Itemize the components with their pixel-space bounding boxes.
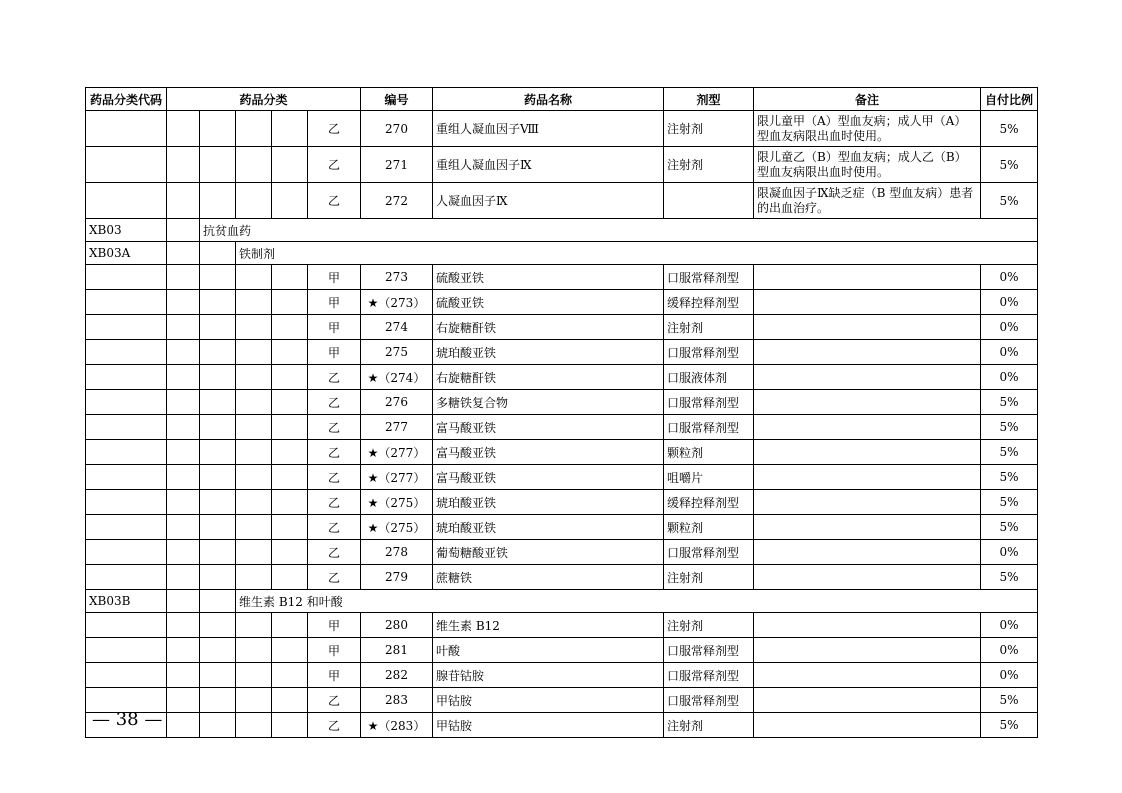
cell-level-2 xyxy=(200,111,236,147)
cell-level-2 xyxy=(200,415,236,440)
cell-grade: 乙 xyxy=(308,688,361,713)
cell-copay-ratio: 5% xyxy=(981,183,1038,219)
cell-drug-name: 维生素 B12 xyxy=(433,613,664,638)
cell-remarks xyxy=(754,540,981,565)
cell-grade: 乙 xyxy=(308,147,361,183)
cell-code xyxy=(86,565,167,590)
cell-level-1 xyxy=(167,713,200,738)
cell-remarks xyxy=(754,713,981,738)
cell-copay-ratio: 0% xyxy=(981,265,1038,290)
cell-grade: 乙 xyxy=(308,183,361,219)
cell-drug-name: 人凝血因子Ⅸ xyxy=(433,183,664,219)
cell-number: 274 xyxy=(361,315,433,340)
cell-dosage-form: 口服液体剂 xyxy=(664,365,754,390)
cell-level-3 xyxy=(236,340,272,365)
cell-drug-name: 蔗糖铁 xyxy=(433,565,664,590)
cell-grade: 甲 xyxy=(308,315,361,340)
cell-drug-name: 甲钴胺 xyxy=(433,713,664,738)
cell-level-4 xyxy=(272,515,308,540)
cell-grade: 乙 xyxy=(308,713,361,738)
cell-grade: 乙 xyxy=(308,565,361,590)
cell-remarks xyxy=(754,265,981,290)
category-code: XB03 xyxy=(86,219,167,242)
cell-level-empty xyxy=(167,590,200,613)
table-row xyxy=(86,638,1038,663)
cell-remarks xyxy=(754,638,981,663)
table-row xyxy=(86,390,1038,415)
cell-copay-ratio: 5% xyxy=(981,565,1038,590)
cell-level-3 xyxy=(236,638,272,663)
cell-code xyxy=(86,365,167,390)
cell-dosage-form: 注射剂 xyxy=(664,565,754,590)
cell-number: ★（275） xyxy=(361,490,433,515)
table-row xyxy=(86,365,1038,390)
cell-dosage-form: 口服常释剂型 xyxy=(664,663,754,688)
cell-level-2 xyxy=(200,515,236,540)
cell-number: 273 xyxy=(361,265,433,290)
cell-code xyxy=(86,390,167,415)
cell-remarks xyxy=(754,440,981,465)
category-code: XB03A xyxy=(86,242,167,265)
cell-level-3 xyxy=(236,290,272,315)
cell-level-3 xyxy=(236,265,272,290)
table-row xyxy=(86,490,1038,515)
cell-level-3 xyxy=(236,688,272,713)
table-row xyxy=(86,465,1038,490)
cell-dosage-form: 口服常释剂型 xyxy=(664,688,754,713)
table-row xyxy=(86,688,1038,713)
cell-remarks xyxy=(754,290,981,315)
cell-level-2 xyxy=(200,183,236,219)
cell-drug-name: 硫酸亚铁 xyxy=(433,265,664,290)
cell-code xyxy=(86,415,167,440)
cell-level-1 xyxy=(167,688,200,713)
cell-copay-ratio: 5% xyxy=(981,147,1038,183)
cell-grade: 甲 xyxy=(308,663,361,688)
cell-code xyxy=(86,111,167,147)
cell-grade: 乙 xyxy=(308,365,361,390)
cell-number: 277 xyxy=(361,415,433,440)
cell-drug-name: 琥珀酸亚铁 xyxy=(433,515,664,540)
cell-grade: 乙 xyxy=(308,465,361,490)
cell-level-1 xyxy=(167,465,200,490)
cell-dosage-form: 口服常释剂型 xyxy=(664,540,754,565)
cell-grade: 甲 xyxy=(308,638,361,663)
category-row xyxy=(86,219,1038,242)
cell-level-1 xyxy=(167,540,200,565)
cell-level-2 xyxy=(200,147,236,183)
cell-grade: 乙 xyxy=(308,440,361,465)
cell-level-4 xyxy=(272,340,308,365)
cell-level-3 xyxy=(236,315,272,340)
cell-grade: 甲 xyxy=(308,613,361,638)
table-row xyxy=(86,183,1038,219)
cell-copay-ratio: 0% xyxy=(981,365,1038,390)
cell-level-4 xyxy=(272,290,308,315)
cell-remarks xyxy=(754,340,981,365)
cell-drug-name: 右旋糖酐铁 xyxy=(433,365,664,390)
cell-dosage-form: 口服常释剂型 xyxy=(664,638,754,663)
cell-number: 272 xyxy=(361,183,433,219)
cell-number: 276 xyxy=(361,390,433,415)
cell-level-1 xyxy=(167,638,200,663)
cell-remarks xyxy=(754,613,981,638)
cell-copay-ratio: 5% xyxy=(981,415,1038,440)
cell-level-4 xyxy=(272,490,308,515)
cell-copay-ratio: 0% xyxy=(981,290,1038,315)
cell-level-4 xyxy=(272,265,308,290)
cell-remarks xyxy=(754,565,981,590)
cell-dosage-form: 注射剂 xyxy=(664,147,754,183)
cell-remarks xyxy=(754,688,981,713)
cell-level-1 xyxy=(167,183,200,219)
cell-grade: 乙 xyxy=(308,515,361,540)
cell-level-1 xyxy=(167,415,200,440)
cell-level-1 xyxy=(167,265,200,290)
header-copay-ratio: 自付比例 xyxy=(981,88,1038,111)
cell-level-3 xyxy=(236,390,272,415)
cell-level-2 xyxy=(200,663,236,688)
cell-level-empty xyxy=(167,219,200,242)
cell-dosage-form xyxy=(664,183,754,219)
header-remarks: 备注 xyxy=(754,88,981,111)
cell-level-2 xyxy=(200,340,236,365)
cell-dosage-form: 缓释控释剂型 xyxy=(664,290,754,315)
cell-number: 281 xyxy=(361,638,433,663)
cell-level-2 xyxy=(200,440,236,465)
cell-copay-ratio: 5% xyxy=(981,490,1038,515)
table-row xyxy=(86,540,1038,565)
cell-level-1 xyxy=(167,290,200,315)
cell-code xyxy=(86,183,167,219)
cell-code xyxy=(86,515,167,540)
cell-level-4 xyxy=(272,613,308,638)
cell-grade: 乙 xyxy=(308,390,361,415)
header-dosage-form: 剂型 xyxy=(664,88,754,111)
cell-number: ★（277） xyxy=(361,440,433,465)
cell-level-1 xyxy=(167,390,200,415)
cell-drug-name: 右旋糖酐铁 xyxy=(433,315,664,340)
cell-dosage-form: 注射剂 xyxy=(664,315,754,340)
category-name: 维生素 B12 和叶酸 xyxy=(236,590,1038,613)
cell-dosage-form: 口服常释剂型 xyxy=(664,415,754,440)
cell-level-empty xyxy=(200,590,236,613)
cell-dosage-form: 口服常释剂型 xyxy=(664,390,754,415)
cell-level-1 xyxy=(167,315,200,340)
table-row xyxy=(86,315,1038,340)
cell-level-2 xyxy=(200,540,236,565)
cell-remarks xyxy=(754,390,981,415)
cell-level-1 xyxy=(167,147,200,183)
cell-copay-ratio: 0% xyxy=(981,613,1038,638)
cell-level-3 xyxy=(236,415,272,440)
cell-remarks xyxy=(754,515,981,540)
cell-level-4 xyxy=(272,315,308,340)
cell-level-3 xyxy=(236,565,272,590)
cell-level-1 xyxy=(167,111,200,147)
table-row xyxy=(86,147,1038,183)
table-row xyxy=(86,111,1038,147)
cell-level-1 xyxy=(167,365,200,390)
cell-level-3 xyxy=(236,111,272,147)
header-drug-name: 药品名称 xyxy=(433,88,664,111)
cell-dosage-form: 咀嚼片 xyxy=(664,465,754,490)
table-row xyxy=(86,515,1038,540)
cell-drug-name: 叶酸 xyxy=(433,638,664,663)
cell-level-4 xyxy=(272,111,308,147)
cell-code xyxy=(86,290,167,315)
cell-grade: 甲 xyxy=(308,265,361,290)
cell-dosage-form: 注射剂 xyxy=(664,613,754,638)
cell-grade: 甲 xyxy=(308,340,361,365)
cell-drug-name: 富马酸亚铁 xyxy=(433,440,664,465)
cell-number: 270 xyxy=(361,111,433,147)
cell-level-4 xyxy=(272,465,308,490)
cell-copay-ratio: 5% xyxy=(981,440,1038,465)
cell-level-4 xyxy=(272,565,308,590)
cell-copay-ratio: 0% xyxy=(981,663,1038,688)
cell-code xyxy=(86,490,167,515)
cell-copay-ratio: 5% xyxy=(981,688,1038,713)
cell-level-4 xyxy=(272,390,308,415)
cell-copay-ratio: 5% xyxy=(981,515,1038,540)
cell-level-4 xyxy=(272,663,308,688)
cell-level-2 xyxy=(200,613,236,638)
cell-level-3 xyxy=(236,365,272,390)
cell-level-3 xyxy=(236,440,272,465)
cell-drug-name: 琥珀酸亚铁 xyxy=(433,490,664,515)
table-row xyxy=(86,415,1038,440)
cell-remarks xyxy=(754,365,981,390)
cell-level-4 xyxy=(272,638,308,663)
table-row xyxy=(86,713,1038,738)
cell-dosage-form: 颗粒剂 xyxy=(664,515,754,540)
cell-remarks: 限儿童乙（B）型血友病；成人乙（B）型血友病限出血时使用。 xyxy=(754,147,981,183)
category-name: 抗贫血药 xyxy=(200,219,1038,242)
cell-code xyxy=(86,315,167,340)
cell-level-2 xyxy=(200,290,236,315)
cell-remarks: 限凝血因子Ⅸ缺乏症（B 型血友病）患者的出血治疗。 xyxy=(754,183,981,219)
table-row xyxy=(86,663,1038,688)
cell-level-empty xyxy=(167,242,200,265)
cell-level-4 xyxy=(272,147,308,183)
table-row xyxy=(86,565,1038,590)
cell-level-4 xyxy=(272,365,308,390)
cell-remarks xyxy=(754,465,981,490)
cell-drug-name: 重组人凝血因子Ⅷ xyxy=(433,111,664,147)
cell-remarks xyxy=(754,490,981,515)
table-row xyxy=(86,340,1038,365)
cell-drug-name: 琥珀酸亚铁 xyxy=(433,340,664,365)
cell-level-3 xyxy=(236,490,272,515)
category-row xyxy=(86,590,1038,613)
cell-level-2 xyxy=(200,390,236,415)
cell-number: ★（277） xyxy=(361,465,433,490)
cell-grade: 乙 xyxy=(308,415,361,440)
cell-level-1 xyxy=(167,515,200,540)
cell-number: 282 xyxy=(361,663,433,688)
table-row xyxy=(86,613,1038,638)
cell-number: ★（275） xyxy=(361,515,433,540)
header-category-code: 药品分类代码 xyxy=(86,88,167,111)
cell-level-empty xyxy=(200,242,236,265)
cell-level-2 xyxy=(200,465,236,490)
cell-copay-ratio: 5% xyxy=(981,111,1038,147)
cell-code xyxy=(86,340,167,365)
cell-level-4 xyxy=(272,415,308,440)
cell-level-3 xyxy=(236,147,272,183)
cell-remarks xyxy=(754,415,981,440)
cell-level-3 xyxy=(236,515,272,540)
cell-remarks: 限儿童甲（A）型血友病；成人甲（A）型血友病限出血时使用。 xyxy=(754,111,981,147)
cell-code xyxy=(86,465,167,490)
cell-code xyxy=(86,265,167,290)
cell-drug-name: 腺苷钴胺 xyxy=(433,663,664,688)
cell-number: ★（273） xyxy=(361,290,433,315)
cell-number: 283 xyxy=(361,688,433,713)
cell-level-4 xyxy=(272,440,308,465)
cell-drug-name: 重组人凝血因子Ⅸ xyxy=(433,147,664,183)
cell-level-1 xyxy=(167,565,200,590)
table-row xyxy=(86,440,1038,465)
cell-copay-ratio: 5% xyxy=(981,465,1038,490)
cell-level-2 xyxy=(200,565,236,590)
cell-code xyxy=(86,540,167,565)
cell-number: ★（274） xyxy=(361,365,433,390)
cell-code xyxy=(86,663,167,688)
cell-level-4 xyxy=(272,688,308,713)
cell-level-2 xyxy=(200,713,236,738)
cell-code xyxy=(86,613,167,638)
cell-code xyxy=(86,440,167,465)
cell-drug-name: 葡萄糖酸亚铁 xyxy=(433,540,664,565)
category-row xyxy=(86,242,1038,265)
table-header-row xyxy=(86,88,1038,111)
header-category: 药品分类 xyxy=(167,88,361,111)
cell-level-1 xyxy=(167,663,200,688)
cell-remarks xyxy=(754,315,981,340)
table-row xyxy=(86,290,1038,315)
cell-level-3 xyxy=(236,613,272,638)
cell-level-2 xyxy=(200,265,236,290)
cell-level-4 xyxy=(272,540,308,565)
category-code: XB03B xyxy=(86,590,167,613)
cell-level-1 xyxy=(167,340,200,365)
cell-dosage-form: 口服常释剂型 xyxy=(664,340,754,365)
cell-level-1 xyxy=(167,440,200,465)
cell-number: 279 xyxy=(361,565,433,590)
cell-copay-ratio: 0% xyxy=(981,540,1038,565)
cell-copay-ratio: 5% xyxy=(981,390,1038,415)
table-row xyxy=(86,265,1038,290)
cell-copay-ratio: 0% xyxy=(981,315,1038,340)
cell-drug-name: 甲钴胺 xyxy=(433,688,664,713)
cell-level-3 xyxy=(236,540,272,565)
cell-dosage-form: 颗粒剂 xyxy=(664,440,754,465)
cell-number: 275 xyxy=(361,340,433,365)
cell-dosage-form: 缓释控释剂型 xyxy=(664,490,754,515)
cell-level-2 xyxy=(200,688,236,713)
page-number: — 38 — xyxy=(92,709,163,730)
cell-dosage-form: 注射剂 xyxy=(664,713,754,738)
cell-number: ★（283） xyxy=(361,713,433,738)
cell-drug-name: 富马酸亚铁 xyxy=(433,415,664,440)
cell-level-2 xyxy=(200,365,236,390)
cell-number: 278 xyxy=(361,540,433,565)
cell-grade: 乙 xyxy=(308,540,361,565)
cell-drug-name: 多糖铁复合物 xyxy=(433,390,664,415)
cell-copay-ratio: 0% xyxy=(981,638,1038,663)
cell-code xyxy=(86,147,167,183)
cell-level-1 xyxy=(167,613,200,638)
cell-grade: 乙 xyxy=(308,490,361,515)
category-name: 铁制剂 xyxy=(236,242,1038,265)
cell-grade: 乙 xyxy=(308,111,361,147)
cell-level-4 xyxy=(272,713,308,738)
cell-level-2 xyxy=(200,638,236,663)
cell-level-2 xyxy=(200,490,236,515)
cell-copay-ratio: 0% xyxy=(981,340,1038,365)
cell-level-3 xyxy=(236,663,272,688)
cell-level-2 xyxy=(200,315,236,340)
cell-level-3 xyxy=(236,465,272,490)
drug-list-table xyxy=(85,87,1038,738)
cell-drug-name: 富马酸亚铁 xyxy=(433,465,664,490)
cell-dosage-form: 口服常释剂型 xyxy=(664,265,754,290)
cell-number: 271 xyxy=(361,147,433,183)
cell-code xyxy=(86,638,167,663)
cell-remarks xyxy=(754,663,981,688)
cell-dosage-form: 注射剂 xyxy=(664,111,754,147)
cell-level-3 xyxy=(236,183,272,219)
cell-level-1 xyxy=(167,490,200,515)
cell-number: 280 xyxy=(361,613,433,638)
cell-drug-name: 硫酸亚铁 xyxy=(433,290,664,315)
cell-level-4 xyxy=(272,183,308,219)
header-number: 编号 xyxy=(361,88,433,111)
cell-copay-ratio: 5% xyxy=(981,713,1038,738)
cell-level-3 xyxy=(236,713,272,738)
cell-grade: 甲 xyxy=(308,290,361,315)
